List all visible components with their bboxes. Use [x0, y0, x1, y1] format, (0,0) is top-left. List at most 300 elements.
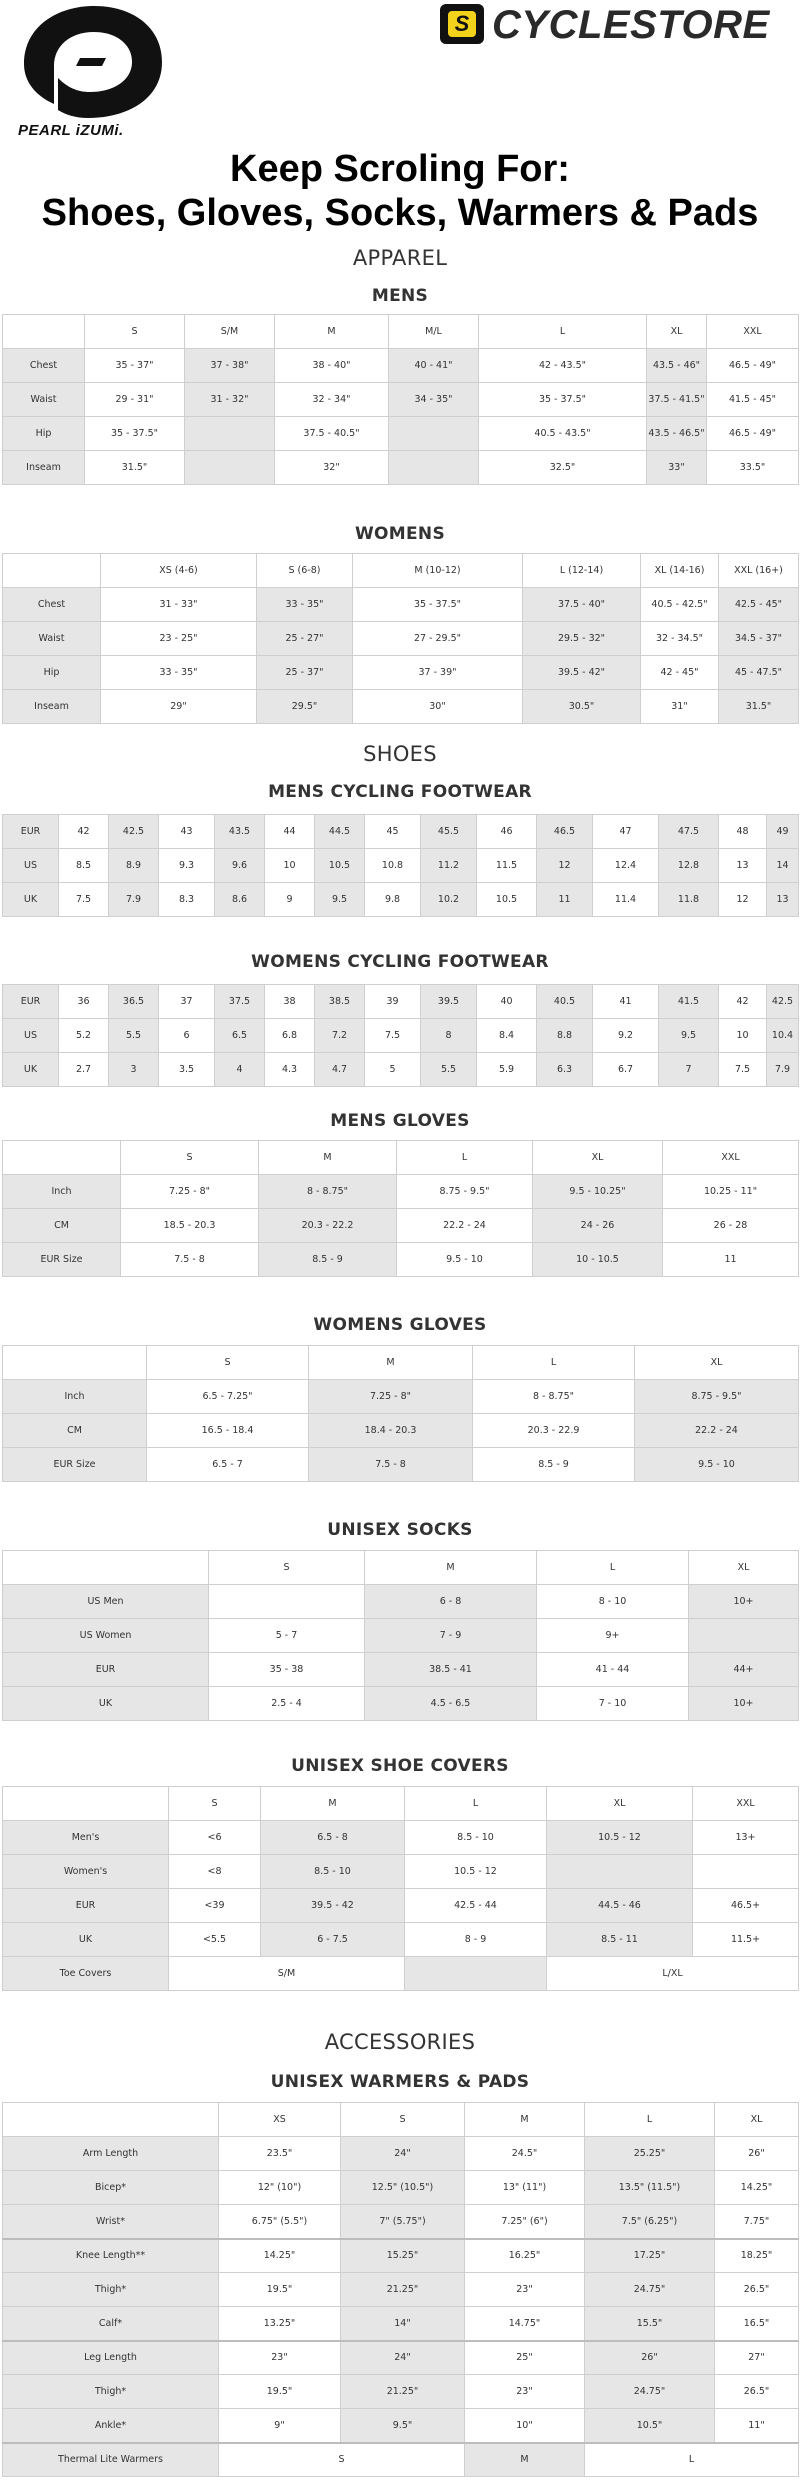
table-row [3, 2239, 799, 2273]
table-cell: 33 - 35" [257, 588, 353, 622]
table-cell: 22.2 - 24 [635, 1414, 799, 1448]
table-cell: 4.5 - 6.5 [365, 1687, 537, 1721]
table-header-row [3, 1787, 799, 1821]
table-cell: 7.5 [365, 1019, 421, 1053]
table-cell: 40 [477, 985, 537, 1019]
group-heading-apparel: APPAREL [352, 246, 448, 270]
table-cell: 26" [715, 2137, 799, 2171]
table-cell: 23.5" [219, 2137, 341, 2171]
row-label: CM [3, 1209, 121, 1243]
table-cell [3, 1787, 169, 1821]
table-cell: 19.5" [219, 2273, 341, 2307]
table-cell: 44.5 - 46 [547, 1889, 693, 1923]
row-label: Women's [3, 1855, 169, 1889]
table-cell: 32" [275, 451, 389, 485]
table-cell: 6 - 7.5 [261, 1923, 405, 1957]
table-cell: 7.25 - 8" [121, 1175, 259, 1209]
table-cell: 29 - 31" [85, 383, 185, 417]
table-cell: 37.5 - 40.5" [275, 417, 389, 451]
table-cell: 42 - 43.5" [479, 349, 647, 383]
table-cell: M [465, 2443, 585, 2477]
table-cell: 43.5 [215, 815, 265, 849]
table-row [3, 1175, 799, 1209]
table-cell: 23" [465, 2273, 585, 2307]
row-label: Thigh* [3, 2273, 219, 2307]
column-header: XXL (16+) [719, 554, 799, 588]
table-cell: 10 - 10.5 [533, 1243, 663, 1277]
table-cell: 10" [465, 2409, 585, 2443]
table-cell: 32 - 34.5" [641, 622, 719, 656]
row-label: EUR [3, 1889, 169, 1923]
table-cell: 37 - 38" [185, 349, 275, 383]
table-cell: 44.5 [315, 815, 365, 849]
table-cell: 7.9 [109, 883, 159, 917]
table-cell: 9.5 [659, 1019, 719, 1053]
table-row [3, 2273, 799, 2307]
table-cell: 11.8 [659, 883, 719, 917]
table-cell: 8.75 - 9.5" [397, 1175, 533, 1209]
table-row [3, 2137, 799, 2171]
table-cell: 12 [537, 849, 593, 883]
column-header: L [473, 1346, 635, 1380]
table-cell: 8.3 [159, 883, 215, 917]
table-cell: 11.2 [421, 849, 477, 883]
table-cell: 7 - 10 [537, 1687, 689, 1721]
table-row [3, 417, 799, 451]
table-cell: 8.9 [109, 849, 159, 883]
table-cell: 10.8 [365, 849, 421, 883]
column-header: S [169, 1787, 261, 1821]
row-label: US Women [3, 1619, 209, 1653]
table-row [3, 349, 799, 383]
table-cell [185, 417, 275, 451]
table-row [3, 622, 799, 656]
table-cell: 49 [767, 815, 799, 849]
table-cell: 40.5 [537, 985, 593, 1019]
row-label: Thermal Lite Warmers [3, 2443, 219, 2477]
table-row [3, 1821, 799, 1855]
table-row [3, 1855, 799, 1889]
table-cell: L [585, 2443, 799, 2477]
table-cell: 2.5 - 4 [209, 1687, 365, 1721]
table-cell: 33 - 35" [101, 656, 257, 690]
table-cell: 10.25 - 11" [663, 1175, 799, 1209]
table-cell: 40 - 41" [389, 349, 479, 383]
table-cell: 8 [421, 1019, 477, 1053]
table-cell: 39 [365, 985, 421, 1019]
table-cell: 42.5 [767, 985, 799, 1019]
table-cell: 25 - 27" [257, 622, 353, 656]
table-cell: 34 - 35" [389, 383, 479, 417]
column-header: S [147, 1346, 309, 1380]
table-cell: 5 - 7 [209, 1619, 365, 1653]
table-cell: 31.5" [719, 690, 799, 724]
table-cell: 9+ [537, 1619, 689, 1653]
group-heading-accessories: ACCESSORIES [324, 2030, 476, 2054]
table-cell: 37 - 39" [353, 656, 523, 690]
row-label: Inch [3, 1380, 147, 1414]
mens-gloves-table [2, 1140, 799, 1277]
table-cell: 16.25" [465, 2239, 585, 2273]
row-label: Hip [3, 656, 101, 690]
table-cell: 6.3 [537, 1053, 593, 1087]
unisex-socks-table [2, 1550, 799, 1721]
table-cell: 15.5" [585, 2307, 715, 2341]
table-cell: 32 - 34" [275, 383, 389, 417]
table-cell: 20.3 - 22.2 [259, 1209, 397, 1243]
table-cell: 14 [767, 849, 799, 883]
table-cell: 8.5 - 9 [473, 1448, 635, 1482]
row-label: Toe Covers [3, 1957, 169, 1991]
table-cell: 7.75" [715, 2205, 799, 2239]
table-cell: 7.25 - 8" [309, 1380, 473, 1414]
table-cell: 6.75" (5.5") [219, 2205, 341, 2239]
row-label: US Men [3, 1585, 209, 1619]
cyclestore-badge-icon: S [440, 4, 484, 44]
table-cell: 35 - 37.5" [85, 417, 185, 451]
row-label: Arm Length [3, 2137, 219, 2171]
table-cell: 37.5 [215, 985, 265, 1019]
row-label: Chest [3, 588, 101, 622]
table-cell: 32.5" [479, 451, 647, 485]
table-cell: 27 - 29.5" [353, 622, 523, 656]
table-cell: 3.5 [159, 1053, 215, 1087]
column-header: XS (4-6) [101, 554, 257, 588]
table-row [3, 883, 799, 917]
column-header: S [341, 2103, 465, 2137]
table-cell: 11" [715, 2409, 799, 2443]
table-cell: 41.5 [659, 985, 719, 1019]
table-cell: 42 [719, 985, 767, 1019]
table-cell: 4 [215, 1053, 265, 1087]
table-cell [3, 1346, 147, 1380]
table-cell [185, 451, 275, 485]
table-cell: 6 [159, 1019, 215, 1053]
table-row [3, 2341, 799, 2375]
table-header-row [3, 315, 799, 349]
table-cell: 6.5 [215, 1019, 265, 1053]
section-title-unisex-shoe-covers: UNISEX SHOE COVERS [291, 1756, 509, 1776]
table-cell: 6.5 - 7 [147, 1448, 309, 1482]
table-cell: 14" [341, 2307, 465, 2341]
table-cell: 10+ [689, 1687, 799, 1721]
table-cell: 8.5 - 10 [405, 1821, 547, 1855]
table-row [3, 849, 799, 883]
table-cell: 13.25" [219, 2307, 341, 2341]
column-header: M [259, 1141, 397, 1175]
table-cell: 45 - 47.5" [719, 656, 799, 690]
column-header: L [479, 315, 647, 349]
table-cell: 38.5 - 41 [365, 1653, 537, 1687]
column-header: S [209, 1551, 365, 1585]
row-label: Waist [3, 622, 101, 656]
table-cell: 22.2 - 24 [397, 1209, 533, 1243]
table-cell: 7.5 [59, 883, 109, 917]
table-cell: 5.5 [109, 1019, 159, 1053]
table-cell: 9.5 - 10 [397, 1243, 533, 1277]
section-title-mens-gloves: MENS GLOVES [330, 1111, 470, 1131]
table-cell: 11.5 [477, 849, 537, 883]
table-cell: 37.5 - 41.5" [647, 383, 707, 417]
table-header-row [3, 1551, 799, 1585]
table-cell: 47.5 [659, 815, 719, 849]
table-cell: 8 - 8.75" [473, 1380, 635, 1414]
table-header-row [3, 1141, 799, 1175]
table-cell: 26.5" [715, 2375, 799, 2409]
section-title-mens: MENS [371, 286, 429, 306]
column-header: L [585, 2103, 715, 2137]
table-cell: 25 - 37" [257, 656, 353, 690]
table-cell: 43.5 - 46" [647, 349, 707, 383]
table-cell: 8.5 - 10 [261, 1855, 405, 1889]
section-title-mens-footwear: MENS CYCLING FOOTWEAR [268, 782, 532, 802]
row-label: Ankle* [3, 2409, 219, 2443]
table-cell: 9.5" [341, 2409, 465, 2443]
section-title-womens-gloves: WOMENS GLOVES [313, 1315, 487, 1335]
table-cell: 45 [365, 815, 421, 849]
table-cell: 12 [719, 883, 767, 917]
table-cell: 3 [109, 1053, 159, 1087]
table-row [3, 1209, 799, 1243]
table-cell: 18.5 - 20.3 [121, 1209, 259, 1243]
row-label: Leg Length [3, 2341, 219, 2375]
table-row [3, 656, 799, 690]
table-cell: 17.25" [585, 2239, 715, 2273]
table-cell: 8.75 - 9.5" [635, 1380, 799, 1414]
row-label: Hip [3, 417, 85, 451]
table-cell [405, 1957, 547, 1991]
table-cell: 10.5 - 12 [547, 1821, 693, 1855]
table-cell: 9 [265, 883, 315, 917]
pearl-izumi-emblem-icon [16, 4, 166, 119]
table-row [3, 815, 799, 849]
column-header: XXL [693, 1787, 799, 1821]
column-header: S [85, 315, 185, 349]
table-cell: 33" [647, 451, 707, 485]
table-cell: 11.5+ [693, 1923, 799, 1957]
table-cell: 21.25" [341, 2273, 465, 2307]
mens-size-table [2, 314, 799, 485]
column-header: XL [715, 2103, 799, 2137]
column-header: XXL [663, 1141, 799, 1175]
table-cell: 24.5" [465, 2137, 585, 2171]
table-cell: L/XL [547, 1957, 799, 1991]
table-cell: 23" [465, 2375, 585, 2409]
row-label: Chest [3, 349, 85, 383]
table-cell: 10.2 [421, 883, 477, 917]
table-header-row [3, 554, 799, 588]
table-row [3, 2205, 799, 2239]
table-cell [389, 451, 479, 485]
row-label: Knee Length** [3, 2239, 219, 2273]
table-cell: 8 - 9 [405, 1923, 547, 1957]
table-cell: 9.6 [215, 849, 265, 883]
table-cell: 7 - 9 [365, 1619, 537, 1653]
table-cell: 12.5" (10.5") [341, 2171, 465, 2205]
row-label: US [3, 1019, 59, 1053]
table-cell: 35 - 37.5" [353, 588, 523, 622]
table-row [3, 1585, 799, 1619]
row-label: CM [3, 1414, 147, 1448]
table-row [3, 1448, 799, 1482]
table-cell: 18.25" [715, 2239, 799, 2273]
table-cell: S [219, 2443, 465, 2477]
table-cell: 43 [159, 815, 215, 849]
table-row [3, 985, 799, 1019]
table-cell: 8 - 8.75" [259, 1175, 397, 1209]
table-cell: 8.5 - 11 [547, 1923, 693, 1957]
table-cell: 43.5 - 46.5" [647, 417, 707, 451]
column-header: M (10-12) [353, 554, 523, 588]
table-cell: 5.2 [59, 1019, 109, 1053]
table-cell: 7.5 - 8 [309, 1448, 473, 1482]
table-cell: 46.5 - 49" [707, 349, 799, 383]
table-cell: 8.5 [59, 849, 109, 883]
column-header: L [405, 1787, 547, 1821]
column-header: L [397, 1141, 533, 1175]
table-cell: 36 [59, 985, 109, 1019]
page-headline-line1: Keep Scroling For: [230, 148, 570, 190]
table-cell: 11 [663, 1243, 799, 1277]
table-cell: 39.5 - 42" [523, 656, 641, 690]
row-label: Inch [3, 1175, 121, 1209]
table-cell: 6.5 - 8 [261, 1821, 405, 1855]
table-cell: 18.4 - 20.3 [309, 1414, 473, 1448]
column-header: M [261, 1787, 405, 1821]
table-row [3, 2307, 799, 2341]
table-row [3, 1957, 799, 1991]
table-cell: 7.5 [719, 1053, 767, 1087]
column-header: M/L [389, 315, 479, 349]
column-header: L [537, 1551, 689, 1585]
table-cell: 24.75" [585, 2375, 715, 2409]
table-cell: 42 [59, 815, 109, 849]
row-label: US [3, 849, 59, 883]
pearl-izumi-wordmark: PEARL iZUMi. [18, 122, 124, 139]
table-cell [3, 1551, 209, 1585]
table-row [3, 2375, 799, 2409]
column-header: M [275, 315, 389, 349]
table-cell: 23 - 25" [101, 622, 257, 656]
column-header: XS [219, 2103, 341, 2137]
table-cell: 4.3 [265, 1053, 315, 1087]
row-label: EUR [3, 985, 59, 1019]
table-cell [3, 315, 85, 349]
table-row [3, 1053, 799, 1087]
cyclestore-logo [440, 2, 790, 48]
table-cell: 8.8 [537, 1019, 593, 1053]
table-cell: S/M [169, 1957, 405, 1991]
table-cell: 16.5" [715, 2307, 799, 2341]
section-title-warmers-pads: UNISEX WARMERS & PADS [270, 2072, 530, 2092]
table-cell: 10.5" [585, 2409, 715, 2443]
section-title-unisex-socks: UNISEX SOCKS [327, 1520, 473, 1540]
table-cell: 29" [101, 690, 257, 724]
table-cell [389, 417, 479, 451]
column-header: S/M [185, 315, 275, 349]
column-header: L (12-14) [523, 554, 641, 588]
table-cell: 24 - 26 [533, 1209, 663, 1243]
table-cell: 5.5 [421, 1053, 477, 1087]
table-cell: 36.5 [109, 985, 159, 1019]
table-cell: 9.2 [593, 1019, 659, 1053]
table-cell: 26" [585, 2341, 715, 2375]
table-cell: <6 [169, 1821, 261, 1855]
table-cell [209, 1585, 365, 1619]
table-cell: 8 - 10 [537, 1585, 689, 1619]
table-cell: 9.8 [365, 883, 421, 917]
table-cell: 10.5 - 12 [405, 1855, 547, 1889]
table-row [3, 1619, 799, 1653]
table-cell: 37.5 - 40" [523, 588, 641, 622]
table-cell: 41 [593, 985, 659, 1019]
table-cell: 29.5 - 32" [523, 622, 641, 656]
table-cell [547, 1855, 693, 1889]
warmers-pads-table [2, 2102, 799, 2477]
table-cell: 38 - 40" [275, 349, 389, 383]
page-headline-line2: Shoes, Gloves, Socks, Warmers & Pads [41, 192, 759, 234]
table-cell: 7.5 - 8 [121, 1243, 259, 1277]
table-cell: 26 - 28 [663, 1209, 799, 1243]
row-label: UK [3, 883, 59, 917]
table-row [3, 588, 799, 622]
table-cell: 42.5 - 44 [405, 1889, 547, 1923]
table-cell: 5.9 [477, 1053, 537, 1087]
column-header: XL [547, 1787, 693, 1821]
table-cell: 13 [767, 883, 799, 917]
table-row [3, 1889, 799, 1923]
table-cell: 19.5" [219, 2375, 341, 2409]
section-title-womens-footwear: WOMENS CYCLING FOOTWEAR [251, 952, 549, 972]
table-cell: 35 - 37.5" [479, 383, 647, 417]
column-header: XXL [707, 315, 799, 349]
section-title-womens: WOMENS [354, 524, 445, 544]
table-cell: 46.5 [537, 815, 593, 849]
table-cell: 33.5" [707, 451, 799, 485]
table-row [3, 2409, 799, 2443]
table-cell: 40.5 - 43.5" [479, 417, 647, 451]
table-header-row [3, 2103, 799, 2137]
table-cell: 42.5 - 45" [719, 588, 799, 622]
cyclestore-wordmark: CYCLESTORE [492, 3, 770, 47]
table-cell: 41 - 44 [537, 1653, 689, 1687]
row-label: Calf* [3, 2307, 219, 2341]
table-cell: 35 - 37" [85, 349, 185, 383]
table-cell: 10+ [689, 1585, 799, 1619]
row-label: EUR Size [3, 1448, 147, 1482]
table-cell: 2.7 [59, 1053, 109, 1087]
table-cell [3, 554, 101, 588]
table-row [3, 1414, 799, 1448]
row-label: EUR [3, 1653, 209, 1687]
table-cell: 42.5 [109, 815, 159, 849]
table-cell: 16.5 - 18.4 [147, 1414, 309, 1448]
table-cell: 35 - 38 [209, 1653, 365, 1687]
pearl-izumi-logo [16, 4, 176, 139]
table-cell: 38.5 [315, 985, 365, 1019]
row-label: UK [3, 1923, 169, 1957]
table-cell: 6.8 [265, 1019, 315, 1053]
table-cell: 31.5" [85, 451, 185, 485]
table-cell: 13 [719, 849, 767, 883]
table-cell: 14.25" [715, 2171, 799, 2205]
table-cell: 13+ [693, 1821, 799, 1855]
table-cell: 13.5" (11.5") [585, 2171, 715, 2205]
row-label: UK [3, 1687, 209, 1721]
table-cell: 27" [715, 2341, 799, 2375]
table-cell: 21.25" [341, 2375, 465, 2409]
table-cell: 25.25" [585, 2137, 715, 2171]
